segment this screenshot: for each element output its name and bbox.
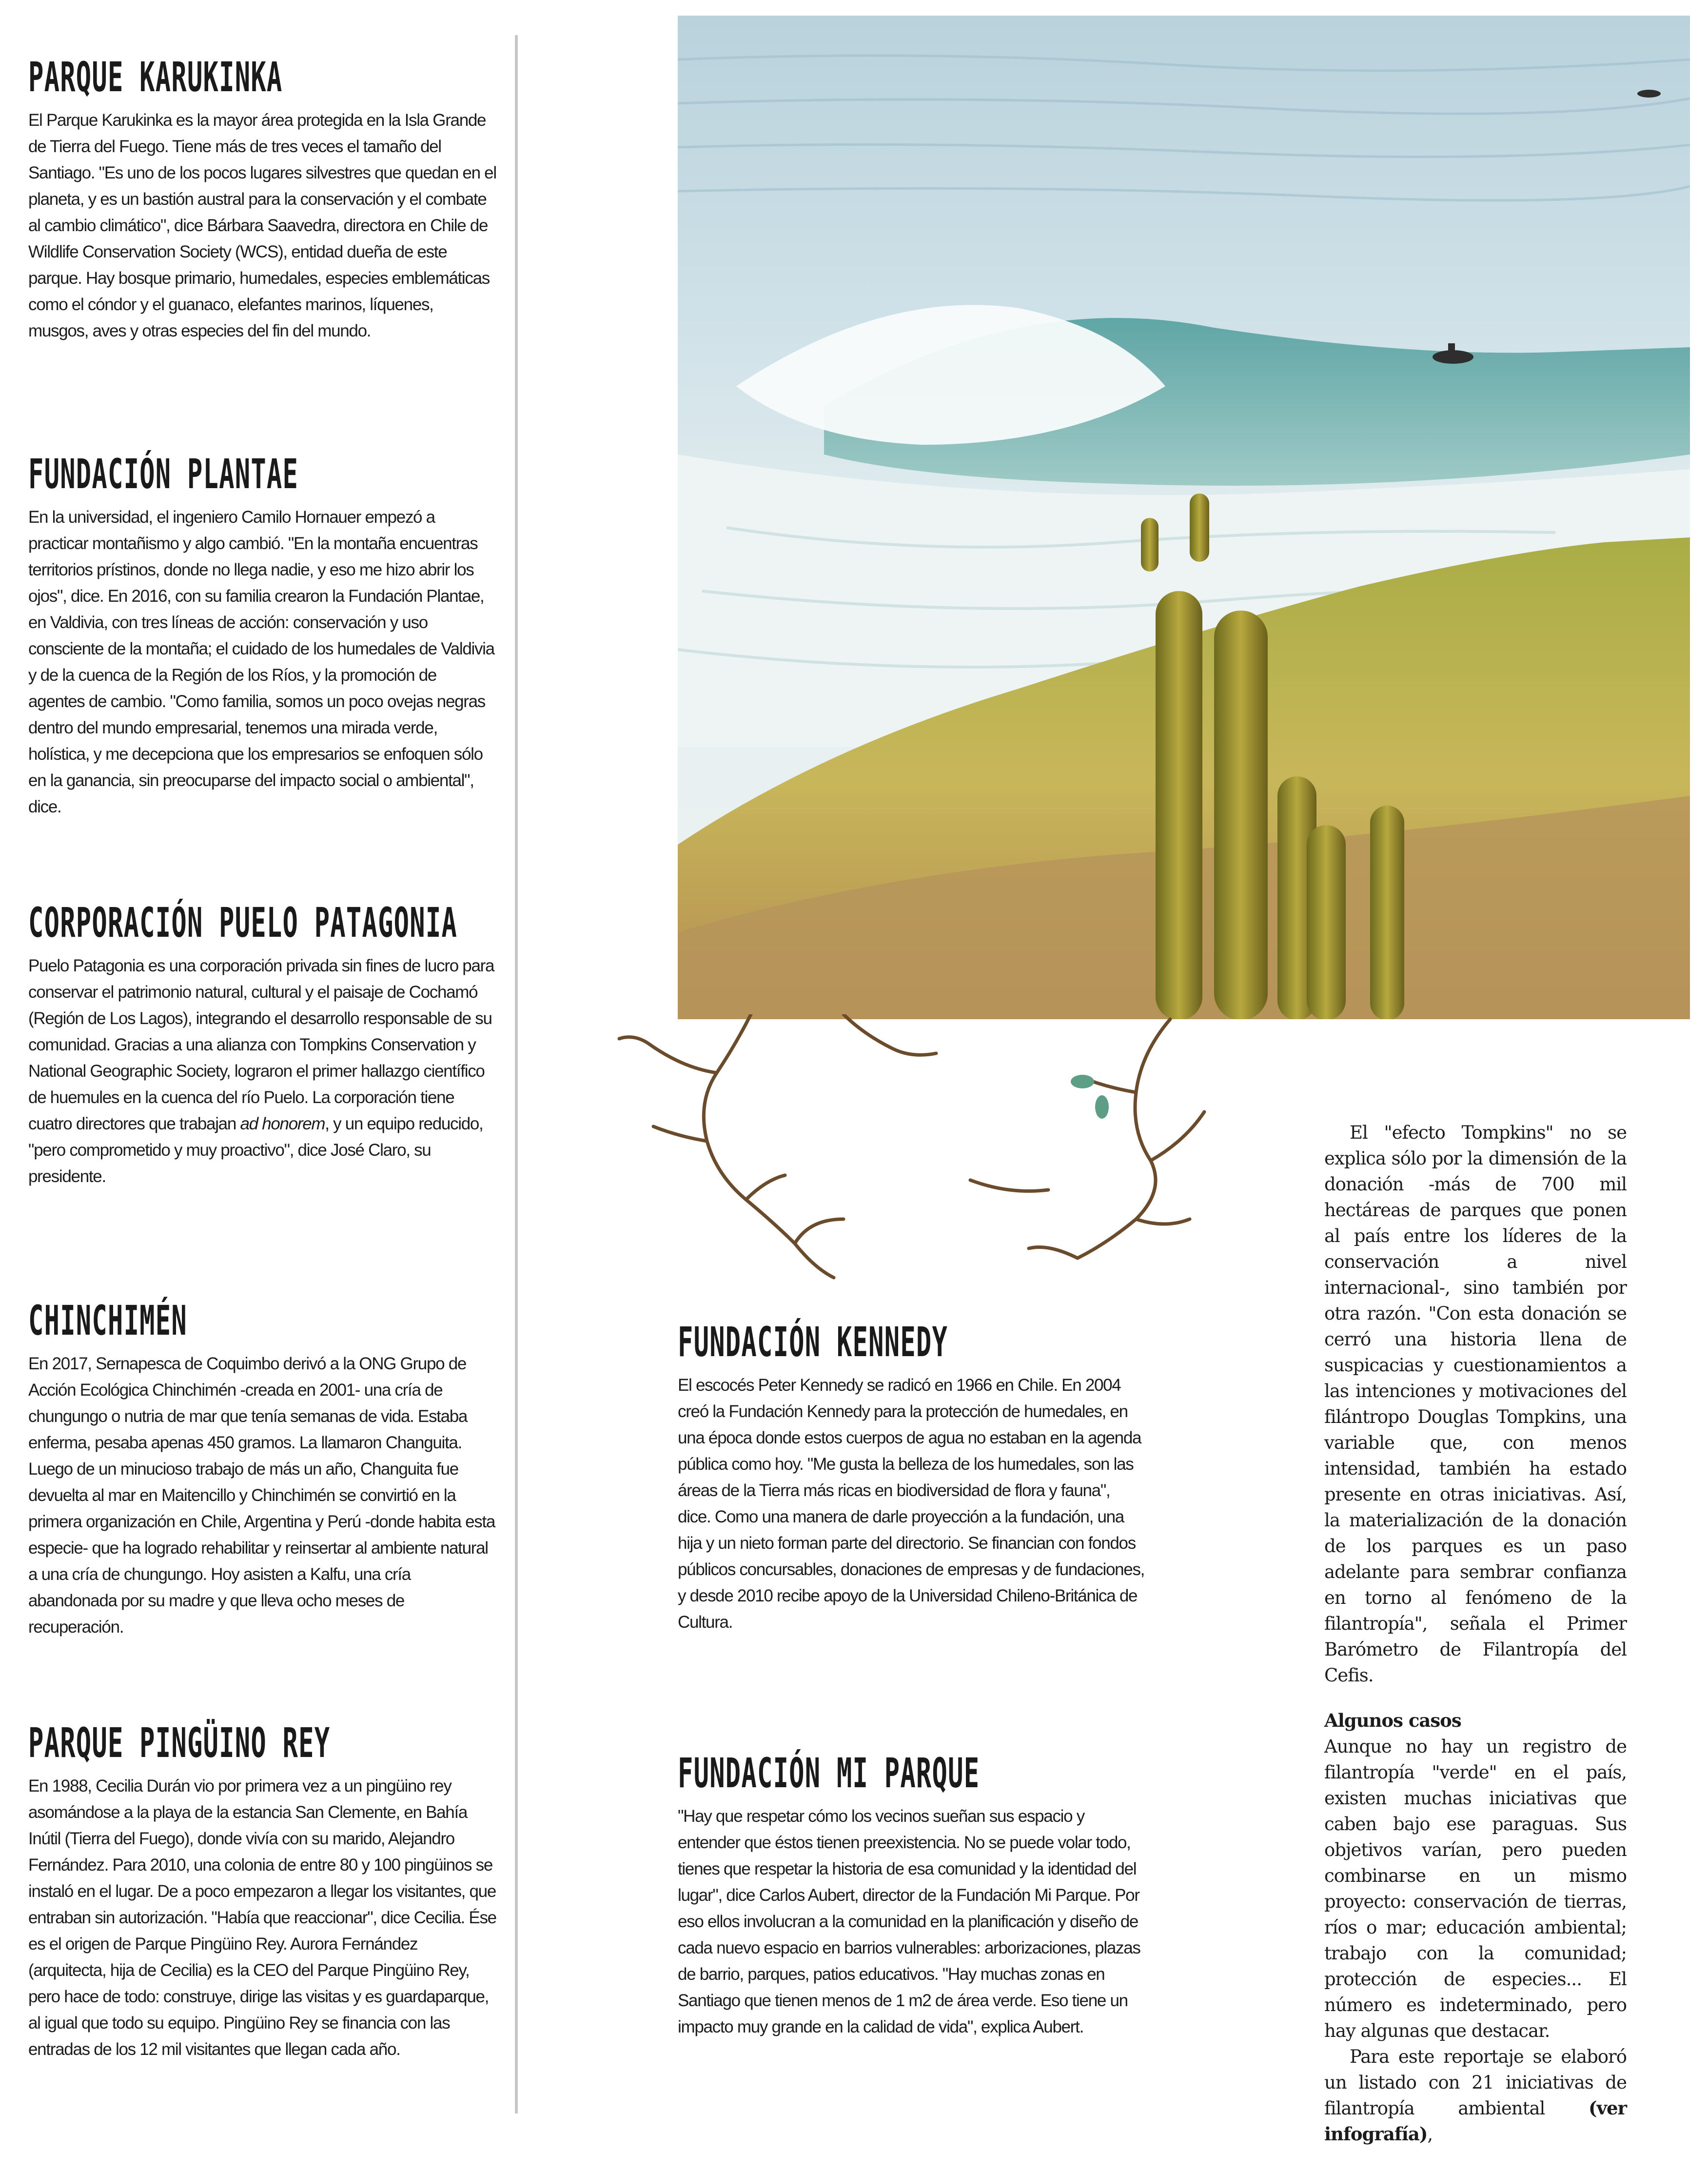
body-text: Puelo Patagonia es una corporación privada sin fines de lucro para conservar el patrimonio natural, cultural y el paisaje de Cochamó (Región de Los Lagos), integrando el desarrollo responsable de su comunidad. Gracias a una alianza con Tompkins Conservation y National Geographic Society, lograron el primer hallazgo científico de huemules en la cuenca del río Puelo. La corporación tiene cuatro directores que trabajan xyxy=(28,956,494,1133)
section-title: CORPORACIÓN PUELO PATAGONIA xyxy=(28,899,458,947)
section-body: "Hay que respetar cómo los vecinos sueñan sus espacio y entender que éstos tienen preexistencia. No se puede volar todo, tienes que respetar la historia de esa comunidad y la identidad del lugar", dice Carlos Aubert, director de la Fundación Mi Parque. Por eso ellos involucran a la comunidad en la planificación y diseño de cada nuevo espacio en barrios vulnerables: arborizaciones, plazas de barrio, parques, patios educativos. "Hay muchas zonas en Santiago que tienen menos de 1 m2 de área verde. Eso tiene un impacto muy grande en la calidad de vida", explica Aubert. xyxy=(678,1807,1140,2036)
section-body: En la universidad, el ingeniero Camilo Hornauer empezó a practicar montañismo y algo cambió. "En la montaña encuentras territorios prístinos, donde no llega nadie, y eso me hizo abrir los ojos", dice. En 2016, con su familia crearon la Fundación Plantae, en Valdivia, con tres líneas de acción: conservación y uso consciente de la montaña; el cuidado de los humedales de Valdivia y de la cuenca de la Región de los Ríos, y la promoción de agentes de cambio. "Como familia, somos un poco ovejas negras dentro del mundo empresarial, tenemos una mirada verde, holística, y me decepciona que los empresarios se enfoquen sólo en la ganancia, sin preocuparse del impacto social o ambiental", dice. xyxy=(28,508,494,816)
section-chinchimen xyxy=(28,1296,496,1640)
section-pinguino-rey xyxy=(28,1718,496,2063)
branch-illustration xyxy=(590,1014,1292,1287)
section-mi-parque xyxy=(678,1749,1146,2040)
column-divider xyxy=(515,35,518,2113)
section-title: FUNDACIÓN MI PARQUE xyxy=(678,1749,980,1797)
section-title: PARQUE PINGÜINO REY xyxy=(28,1719,331,1767)
section-body xyxy=(28,953,496,1190)
body-text-italic: ad honorem xyxy=(240,1114,325,1133)
article-paragraph: Aunque no hay un registro de filantropía "verde" en el país, existen muchas iniciativas que caben bajo ese paraguas. Sus objetivos varían, pero pueden combinarse en un mismo proyecto: conservación de tierras, ríos o mar; educación ambiental; trabajo con la comunidad; protección de especies... El número es indeterminado, pero hay algunas que destacar. xyxy=(1324,1736,1627,2041)
section-title: PARQUE KARUKINKA xyxy=(28,53,283,101)
paragraph-text: Para este reportaje se elaboró un listado con 21 iniciativas de filantropía ambiental xyxy=(1324,2046,1627,2119)
section-body: El escocés Peter Kennedy se radicó en 1966 en Chile. En 2004 creó la Fundación Kennedy para la protección de humedales, en una época donde estos cuerpos de agua no estaban en la agenda pública como hoy. "Me gusta la belleza de los humedales, son las áreas de la Tierra más ricas en biodiversidad de flora y fauna", dice. Como una manera de darle proyección a la fundación, una hija y un nieto forman parte del directorio. Se financian con fondos públicos concursables, donaciones de empresas y de fundaciones, y desde 2010 recibe apoyo de la Universidad Chileno-Británica de Cultura. xyxy=(678,1376,1145,1632)
main-article-column xyxy=(1324,1120,1627,2147)
article-paragraph xyxy=(1324,2044,1627,2147)
body-text: , y un equipo reducido, "pero comprometido y muy proactivo", dice José Claro, su presidente. xyxy=(28,1114,483,1186)
infographic-reference: (ver infografía) xyxy=(1324,2097,1627,2145)
section-puelo-patagonia xyxy=(28,898,496,1190)
section-title: FUNDACIÓN KENNEDY xyxy=(678,1318,948,1366)
section-body: En 2017, Sernapesca de Coquimbo derivó a la ONG Grupo de Acción Ecológica Chinchimén -creada en 2001- una cría de chungungo o nutria de mar que tenía semanas de vida. Estaba enferma, pesaba apenas 450 gramos. La llamaron Changuita. Luego de un minucioso trabajo de más un año, Changuita fue devuelta al mar en Maitencillo y Chinchimén se convirtió en la primera organización en Chile, Argentina y Perú -donde habita esta especie- que ha logrado rehabilitar y reinsertar al ambiente natural a una cría de chungungo. Hoy asisten a Kalfu, una cría abandonada por su madre y que lleva ocho meses de recuperación. xyxy=(28,1354,495,1637)
section-plantae xyxy=(28,450,496,820)
section-body: En 1988, Cecilia Durán vio por primera vez a un pingüino rey asomándose a la playa de la estancia San Clemente, en Bahía Inútil (Tierra del Fuego), donde vivía con su marido, Alejandro Fernández. Para 2010, una colonia de entre 80 y 100 pingüinos se instaló en el lugar. De a poco empezaron a llegar los visitantes, que entraban sin autorización. "Había que reaccionar", dice Cecilia. Ése es el origen de Parque Pingüino Rey. Aurora Fernández (arquitecta, hija de Cecilia) es la CEO del Parque Pingüino Rey, pero hace de todo: construye, dirige las visitas y es guardaparque, al igual que todo su equipo. Pingüino Rey se financia con las entradas de los 12 mil visitantes que llegan cada año. xyxy=(28,1776,496,2059)
article-paragraph: El "efecto Tompkins" no se explica sólo por la dimensión de la donación -más de 700 mil hectáreas de parques que ponen al país entre los líderes de la conservación a nivel internacional-, sino también por otra razón. "Con esta donación se cerró una historia llena de suspicacias y cuestionamientos a las intenciones y motivaciones del filántropo Douglas Tompkins, una variable que, con menos intensidad, también ha estado presente en otras iniciativas. Así, la materialización de la donación de los parques es un paso adelante para sembrar confianza en torno al fenómeno de la filantropía", señala el Primer Barómetro de Filantropía del Cefis. xyxy=(1324,1122,1627,1686)
section-kennedy xyxy=(678,1318,1146,1636)
article-subhead: Algunos casos xyxy=(1324,1710,1461,1731)
section-title: CHINCHIMÉN xyxy=(28,1297,187,1344)
section-karukinka xyxy=(28,53,496,344)
surf-photo xyxy=(678,16,1690,1019)
paragraph-text: , xyxy=(1427,2124,1433,2145)
section-body: El Parque Karukinka es la mayor área protegida en la Isla Grande de Tierra del Fuego. Tiene más de tres veces el tamaño del Santiago. "Es uno de los pocos lugares silvestres que quedan en el planeta, y es un bastión austral para la conservación y el combate al cambio climático", dice Bárbara Saavedra, directora en Chile de Wildlife Conservation Society (WCS), entidad dueña de este parque. Hay bosque primario, humedales, especies emblemáticas como el cóndor y el guanaco, elefantes marinos, líquenes, musgos, aves y otras especies del fin del mundo. xyxy=(28,111,496,340)
section-title: FUNDACIÓN PLANTAE xyxy=(28,450,299,498)
